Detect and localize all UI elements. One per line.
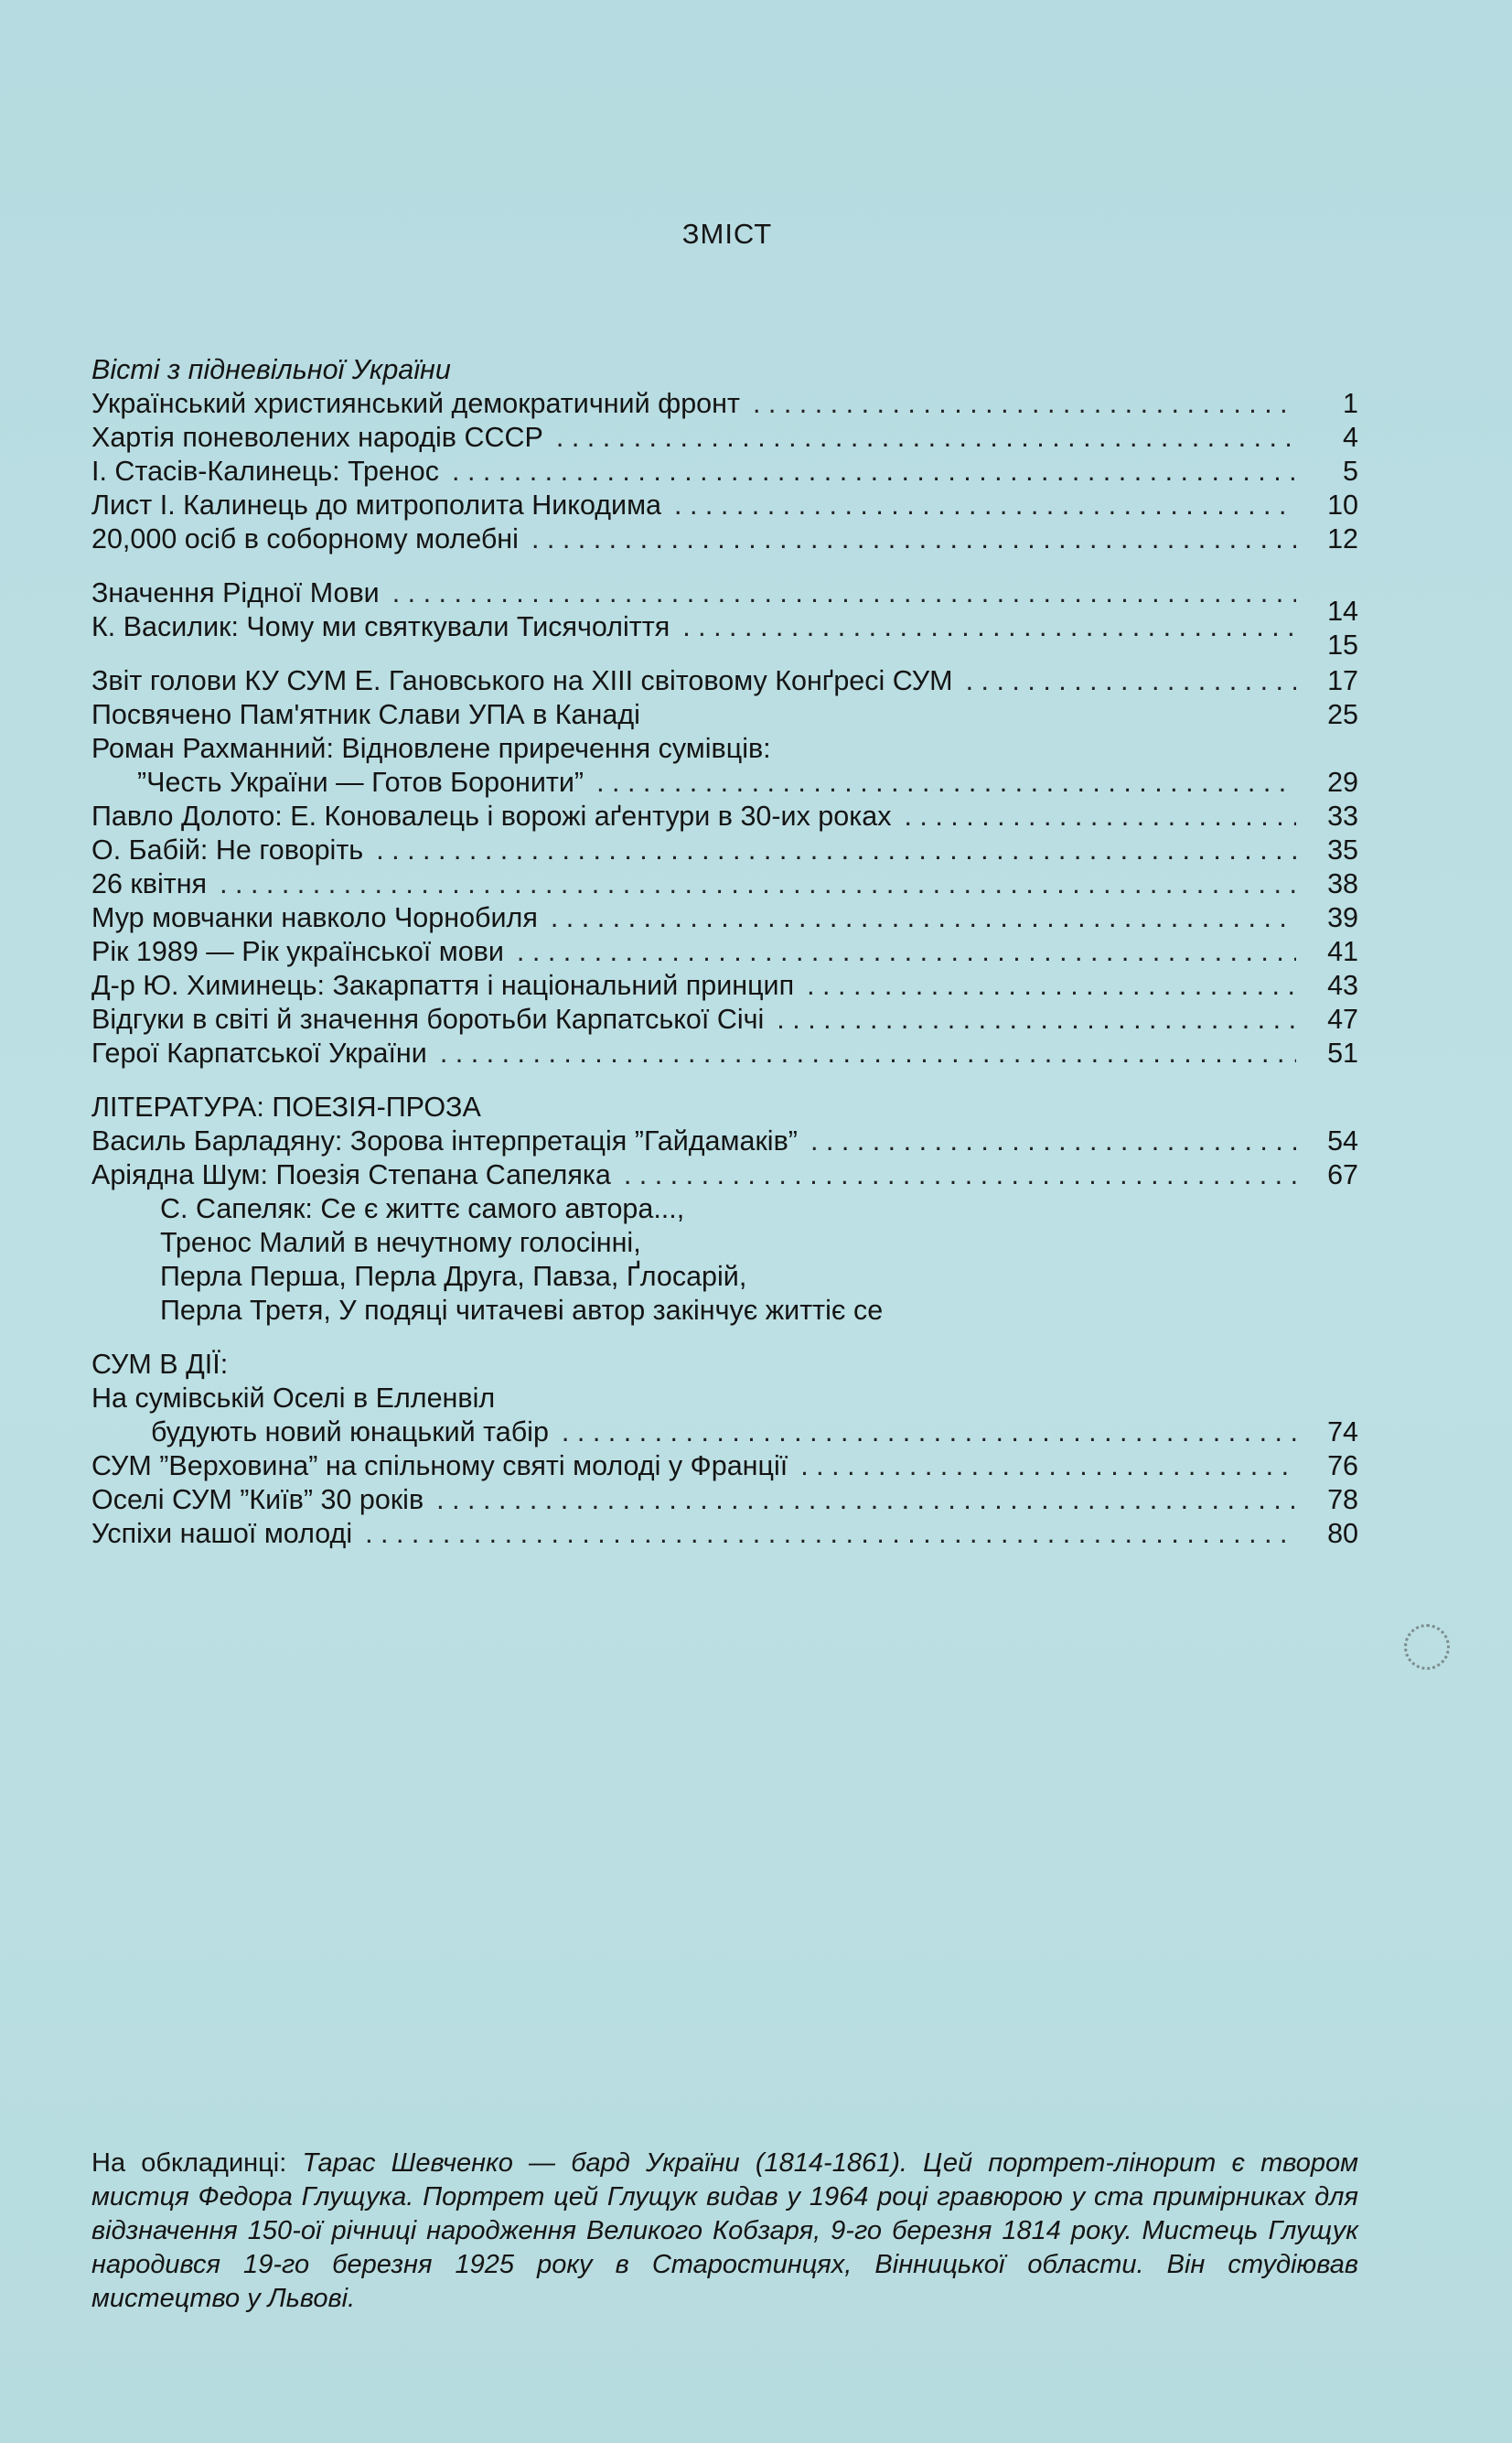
toc-entry-title: Значення Рідної Мови [91, 577, 380, 608]
dot-leader [800, 1449, 1296, 1483]
dot-leader [365, 1517, 1296, 1551]
toc-entry-page: 67 [1327, 1159, 1358, 1190]
dot-leader [807, 969, 1296, 1003]
dot-leader [624, 1158, 1296, 1192]
toc-entry [91, 1517, 1358, 1551]
toc-entry-title: 20,000 осіб в соборному молебні [91, 523, 519, 554]
cover-caption [91, 2147, 1358, 2316]
toc-entry [91, 610, 1358, 661]
dot-leader [810, 1125, 1296, 1158]
toc-entry-page: 38 [1327, 868, 1358, 899]
toc-entry [91, 901, 1358, 935]
toc-entry-page: 15 [1327, 630, 1358, 661]
dot-leader [562, 1415, 1296, 1449]
dot-leader [392, 576, 1296, 610]
toc-entry [91, 664, 1358, 698]
page-title: ЗМІСТ [681, 218, 773, 250]
toc-entry-title: Павло Долото: Е. Коновалець і ворожі аґентури в 30-их роках [91, 801, 892, 832]
toc-entry-title: СУМ ”Верховина” на спільному святі молоді у Франції [91, 1450, 788, 1481]
toc-entry-page: 39 [1327, 902, 1358, 933]
toc-entry [91, 1158, 1358, 1192]
toc-entry [91, 1125, 1358, 1158]
toc-entry [91, 387, 1358, 421]
toc-entry-title: будують новий юнацький табір [151, 1416, 549, 1448]
dot-leader [904, 800, 1296, 834]
toc-entry [91, 1037, 1358, 1071]
dot-leader [517, 935, 1296, 969]
toc-entry-title: Посвячено Пам'ятник Слави УПА в Канаді [91, 699, 640, 730]
toc-entry-page: 1 [1343, 388, 1358, 419]
toc-entry [91, 834, 1358, 867]
toc-entry-title: Лист І. Калинець до митрополита Никодима [91, 490, 662, 521]
toc-entry-title: Мур мовчанки навколо Чорнобиля [91, 902, 538, 933]
toc-entry-page: 4 [1343, 422, 1358, 453]
toc-entry-page: 29 [1327, 767, 1358, 798]
toc-entry-page: 80 [1327, 1518, 1358, 1549]
toc-entry [91, 1415, 1358, 1449]
toc-subentry: Перла Перша, Перла Друга, Павза, Ґлосарій, [160, 1261, 747, 1292]
toc-subentry: Перла Третя, У подяці читачеві автор закінчує життіє се [160, 1295, 884, 1326]
dot-leader [376, 834, 1296, 867]
toc-entry [91, 1449, 1358, 1483]
toc-entry-title: Відгуки в світі й значення боротьби Карпатської Січі [91, 1004, 765, 1035]
dot-leader [966, 664, 1296, 698]
toc-entry-title: ”Честь України — Готов Боронити” [137, 767, 584, 798]
toc-entry-page: 5 [1343, 456, 1358, 487]
toc-subentry: С. Сапеляк: Се є життє самого автора..., [160, 1193, 685, 1224]
toc-entry [91, 1003, 1358, 1037]
dot-leader [551, 901, 1296, 935]
toc-entry-page: 33 [1327, 801, 1358, 832]
toc-entry-page: 14 [1327, 596, 1358, 627]
dot-leader [440, 1037, 1296, 1071]
toc-entry-page: 41 [1327, 936, 1358, 967]
toc-entry-title: Хартія поневолених народів СССР [91, 422, 543, 453]
toc-entry-title: Роман Рахманний: Відновлене приречення сумівців: [91, 733, 771, 764]
toc-entry-title: К. Василик: Чому ми святкували Тисячоліття [91, 611, 670, 642]
dot-leader [674, 489, 1296, 522]
cover-caption-body: Тарас Шевченко — бард України (1814-1861). Цей портрет-лінорит є твором мистця Федора Глущука. Портрет цей Глущук видав у 1964 році гравюрою у ста примірниках для відзначення 150-ої річниці народження Великого Кобзаря, 9-го березня 1814 року. Мистець Глущук народився 19-го березня 1925 року в Старостинцях, Вінницької области. Він студіював мистецтво у Львові. [91, 2148, 1358, 2313]
toc-entry [91, 969, 1358, 1003]
dot-leader [753, 387, 1296, 421]
toc-entry [91, 421, 1358, 455]
toc-entry-title: І. Стасів-Калинець: Тренос [91, 456, 439, 487]
toc-entry-page: 47 [1327, 1004, 1358, 1035]
dot-leader [436, 1483, 1296, 1517]
toc-entry-page: 35 [1327, 834, 1358, 866]
toc-entry [91, 698, 1358, 732]
dot-leader [682, 610, 1296, 644]
dot-leader [777, 1003, 1296, 1037]
toc-entry-title: Успіхи нашої молоді [91, 1518, 353, 1549]
toc-entry-page: 17 [1327, 665, 1358, 696]
toc-entry-title: Український християнський демократичний фронт [91, 388, 740, 419]
toc-entry [91, 935, 1358, 969]
toc-entry [91, 766, 1358, 800]
section-heading: Вісті з підневільної України [91, 354, 451, 385]
toc-entry-title: На сумівській Оселі в Елленвіл [91, 1383, 496, 1414]
toc-entry-page: 54 [1327, 1125, 1358, 1157]
toc-entry-title: О. Бабій: Не говоріть [91, 834, 364, 866]
toc-entry-title: 26 квітня [91, 868, 208, 899]
toc-entry [91, 455, 1358, 489]
toc-entry [91, 867, 1358, 901]
toc-entry-title: Аріядна Шум: Поезія Степана Сапеляка [91, 1159, 611, 1190]
paper-stain [1404, 1624, 1450, 1670]
toc-entry-page: 10 [1327, 490, 1358, 521]
toc-entry [91, 489, 1358, 522]
dot-leader [596, 766, 1296, 800]
toc-entry [91, 1483, 1358, 1517]
toc-entry-title: Василь Барладяну: Зорова інтерпретація ”Гайдамаків” [91, 1125, 798, 1157]
cover-caption-lead: На обкладинці: [91, 2148, 287, 2178]
toc-entry-page: 43 [1327, 970, 1358, 1001]
section-heading: ЛІТЕРАТУРА: ПОЕЗІЯ-ПРОЗА [91, 1092, 481, 1123]
toc-entry-title: Оселі СУМ ”Київ” 30 років [91, 1484, 424, 1515]
toc-entry-page: 25 [1327, 699, 1358, 730]
toc-subentry: Тренос Малий в нечутному голосінні, [160, 1227, 641, 1258]
toc-entry-title: Звіт голови КУ СУМ Е. Гановського на XIII світовому Конґресі СУМ [91, 665, 953, 696]
dot-leader [531, 522, 1296, 556]
dot-leader [556, 421, 1296, 455]
toc-entry-title: Рік 1989 — Рік української мови [91, 936, 504, 967]
dot-leader [452, 455, 1296, 489]
toc-entry-title: Герої Карпатської України [91, 1038, 427, 1069]
section-heading: СУМ В ДІЇ: [91, 1349, 229, 1380]
toc-entry-page: 78 [1327, 1484, 1358, 1515]
toc-entry [91, 800, 1358, 834]
toc-entry-page: 12 [1327, 523, 1358, 554]
toc-entry-title: Д-р Ю. Химинець: Закарпаття і національний принцип [91, 970, 795, 1001]
dot-leader [220, 867, 1296, 901]
toc-entry-page: 51 [1327, 1038, 1358, 1069]
toc-entry-page: 74 [1327, 1416, 1358, 1448]
toc-entry-page: 76 [1327, 1450, 1358, 1481]
toc-entry [91, 522, 1358, 556]
table-of-contents [91, 353, 1358, 1551]
